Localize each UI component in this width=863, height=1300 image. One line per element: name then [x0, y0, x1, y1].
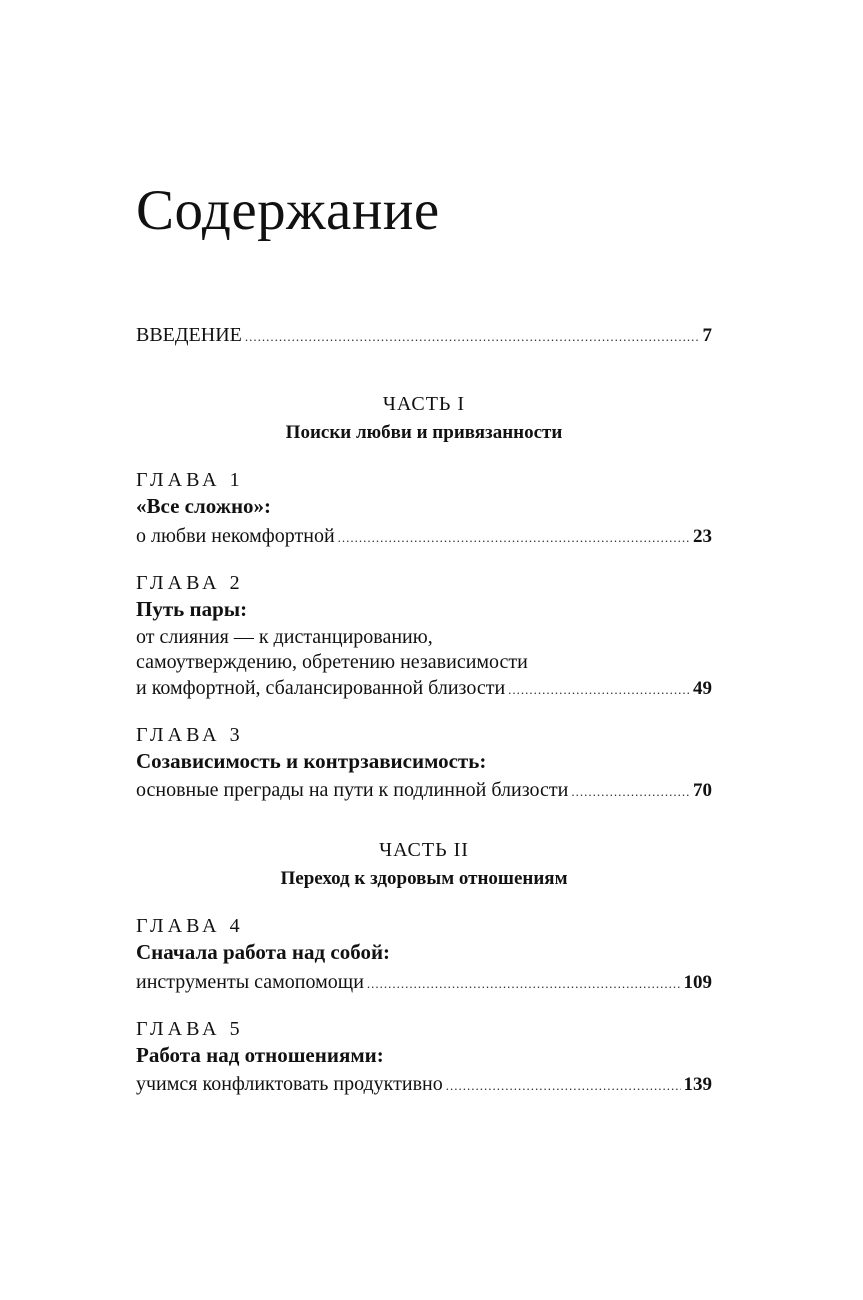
page-number: 49: [693, 678, 712, 699]
toc-entry-chapter-3[interactable]: [136, 777, 712, 805]
chapter-title: «Все сложно»:: [136, 494, 272, 518]
dot-leader: [245, 324, 700, 350]
chapter-subtitle: о любви некомфортной: [136, 525, 335, 547]
chapter-title: Сначала работа над собой:: [136, 940, 391, 964]
toc-entry-chapter-5[interactable]: [136, 1071, 712, 1099]
dot-leader: [446, 1073, 681, 1099]
page-number: 139: [683, 1074, 712, 1095]
dot-leader: [571, 779, 690, 805]
chapter-label: ГЛАВА 2: [136, 572, 244, 594]
part-label: ЧАСТЬ I: [382, 393, 466, 415]
part-title: Переход к здоровым отношениям: [280, 868, 568, 889]
chapter-label: ГЛАВА 3: [136, 724, 244, 746]
page-number: 7: [702, 325, 712, 346]
chapter-subtitle: от слияния — к дистанцированию,: [136, 626, 433, 648]
chapter-subtitle: учимся конфликтовать продуктивно: [136, 1073, 443, 1095]
dot-leader: [338, 525, 690, 551]
chapter-title: Созависимость и контрзависимость:: [136, 749, 487, 773]
toc-entry-intro[interactable]: [136, 322, 712, 350]
chapter-subtitle: основные преграды на пути к подлинной близости: [136, 779, 569, 801]
toc-entry-chapter-2[interactable]: [136, 675, 712, 703]
chapter-label: ГЛАВА 1: [136, 469, 244, 491]
dot-leader: [508, 677, 690, 703]
dot-leader: [367, 971, 681, 997]
page-number: 23: [693, 526, 712, 547]
chapter-label: ГЛАВА 4: [136, 915, 244, 937]
chapter-subtitle: и комфортной, сбалансированной близости: [136, 677, 506, 699]
toc-entry-label: ВВЕДЕНИЕ: [136, 324, 242, 346]
page-number: 70: [693, 780, 712, 801]
part-title: Поиски любви и привязанности: [285, 422, 563, 443]
page-title: Содержание: [136, 179, 440, 243]
chapter-subtitle: самоутверждению, обретению независимости: [136, 651, 528, 673]
chapter-title: Работа над отношениями:: [136, 1043, 384, 1067]
chapter-label: ГЛАВА 5: [136, 1018, 244, 1040]
chapter-subtitle: инструменты самопомощи: [136, 971, 364, 993]
chapter-title: Путь пары:: [136, 597, 248, 621]
page-number: 109: [683, 972, 712, 993]
toc-entry-chapter-1[interactable]: [136, 523, 712, 551]
toc-entry-chapter-4[interactable]: [136, 969, 712, 997]
part-label: ЧАСТЬ II: [379, 839, 469, 861]
